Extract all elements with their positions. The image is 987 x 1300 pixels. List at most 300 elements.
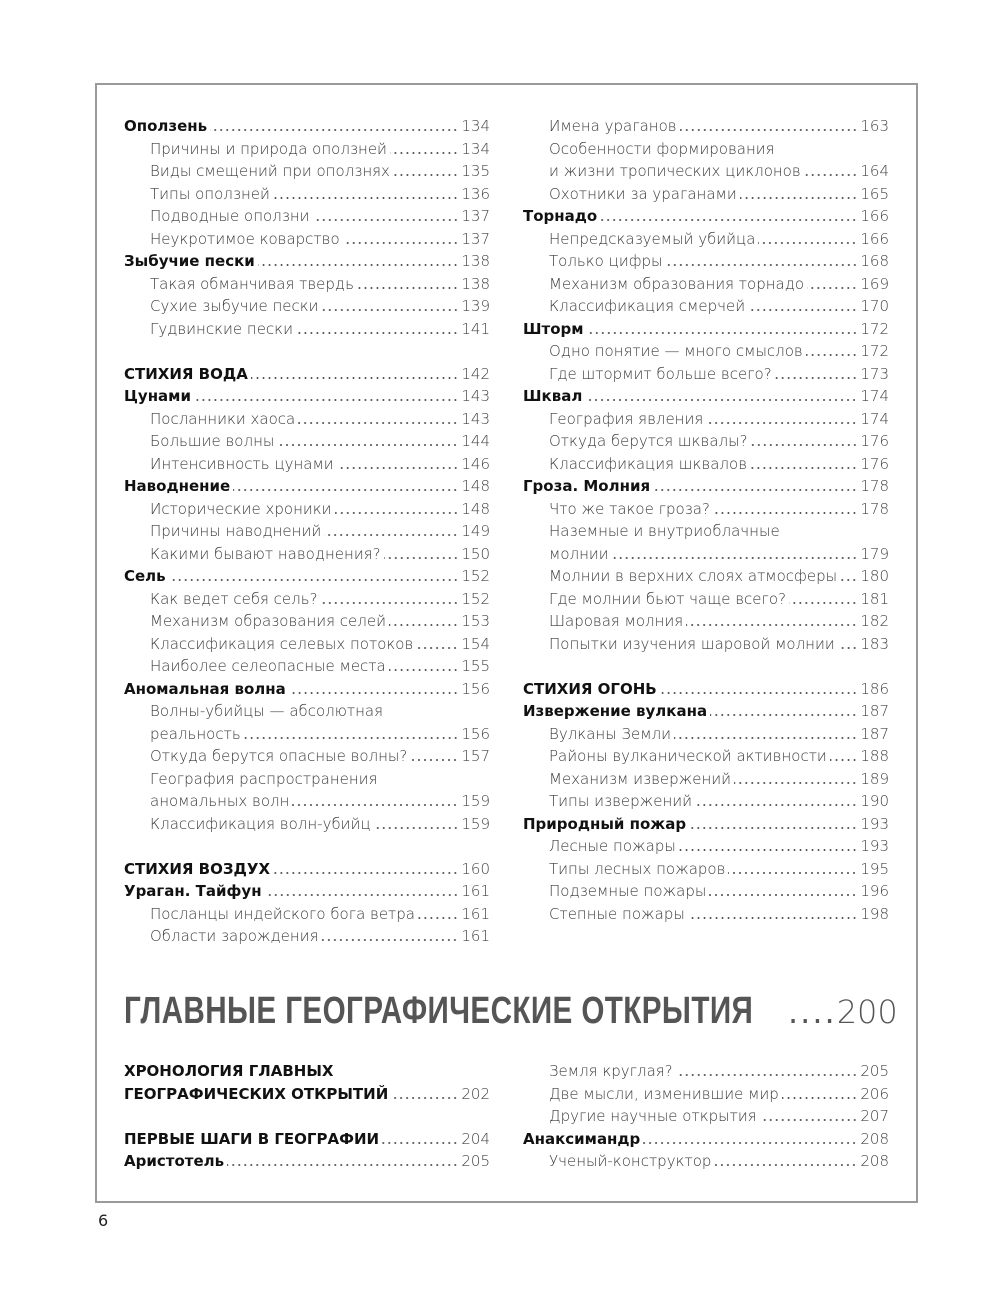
entry-page: 156 xyxy=(461,724,490,743)
toc-entry[interactable] xyxy=(523,813,889,836)
entry-page: 176 xyxy=(860,432,889,450)
dot-leader xyxy=(296,332,458,334)
toc-entry[interactable] xyxy=(523,160,889,183)
toc-entry[interactable] xyxy=(523,228,889,251)
entry-title: Гроза. Молния xyxy=(523,477,651,495)
entry-title: Только цифры xyxy=(549,252,663,270)
dot-leader xyxy=(418,917,458,919)
dot-leader xyxy=(273,872,458,874)
dot-leader xyxy=(653,489,857,491)
entry-title: Извержение вулкана xyxy=(523,702,708,720)
entry-page: 180 xyxy=(860,567,889,585)
dot-leader xyxy=(751,444,858,446)
dot-leader xyxy=(679,849,858,851)
toc-entry[interactable] xyxy=(523,1150,889,1173)
page-number: 6 xyxy=(98,1211,109,1230)
toc-entry[interactable] xyxy=(523,183,889,206)
dot-leader xyxy=(643,1142,857,1144)
dot-leader xyxy=(760,1119,858,1121)
entry-title: Интенсивность цунами xyxy=(150,454,334,473)
dot-leader xyxy=(686,624,857,626)
toc-entry[interactable] xyxy=(124,610,490,633)
dot-leader xyxy=(734,782,857,784)
entry-title: СТИХИЯ ВОЗДУХ xyxy=(124,859,271,878)
dot-leader xyxy=(804,174,858,176)
dot-leader xyxy=(713,512,857,514)
toc-entry[interactable] xyxy=(124,295,490,318)
entry-page: 181 xyxy=(860,589,889,608)
entry-page: 168 xyxy=(860,252,889,270)
dot-leader xyxy=(227,1164,458,1166)
toc-entry[interactable] xyxy=(523,880,889,903)
toc-entry[interactable] xyxy=(124,565,490,588)
entry-page: 161 xyxy=(461,882,490,900)
dot-leader xyxy=(343,242,459,244)
entry-title: Особенности формирования xyxy=(549,139,775,158)
dot-leader xyxy=(391,1097,458,1099)
dot-leader xyxy=(660,692,858,694)
toc-entry[interactable] xyxy=(523,520,889,543)
entry-page: 142 xyxy=(461,364,490,383)
dot-leader xyxy=(357,287,458,289)
dot-leader xyxy=(680,129,858,131)
entry-title: ХРОНОЛОГИЯ ГЛАВНЫХ xyxy=(124,1062,334,1080)
entry-title: Вулканы Земли xyxy=(549,724,671,743)
dot-leader xyxy=(689,827,857,829)
dot-leader xyxy=(265,894,459,896)
entry-page: 139 xyxy=(461,297,490,315)
entry-title: Причины наводнений xyxy=(150,522,322,540)
entry-page: 183 xyxy=(860,634,889,653)
entry-page: 134 xyxy=(461,117,490,135)
dot-leader xyxy=(298,422,458,424)
entry-title: Что же такое гроза? xyxy=(549,499,710,518)
dot-leader xyxy=(389,669,459,671)
entry-title: Наиболее селеопасные места xyxy=(150,657,386,675)
entry-page: 178 xyxy=(860,477,889,495)
toc-entry[interactable] xyxy=(124,678,490,701)
entry-page: 187 xyxy=(860,702,889,720)
entry-page: 208 xyxy=(860,1129,889,1148)
entry-page: 159 xyxy=(461,792,490,810)
entry-title: Одно понятие — много смыслов xyxy=(549,342,803,360)
entry-page: 174 xyxy=(860,387,889,405)
dot-leader xyxy=(337,467,459,469)
toc-entry[interactable] xyxy=(523,1128,889,1151)
dot-leader xyxy=(789,602,857,604)
entry-title: Типы оползней xyxy=(150,184,270,203)
entry-title: Причины и природа оползней xyxy=(150,139,387,158)
toc-entry[interactable] xyxy=(124,768,490,791)
entry-title: Откуда берутся шквалы? xyxy=(549,432,748,450)
toc-entry[interactable] xyxy=(124,1083,490,1106)
entry-title: и жизни тропических циклонов xyxy=(549,162,801,180)
entry-title: Непредсказуемый убийца xyxy=(549,229,756,248)
entry-title: Где штормит больше всего? xyxy=(549,364,772,383)
entry-page: 189 xyxy=(860,769,889,788)
entry-title: Области зарождения xyxy=(150,927,319,945)
dot-leader xyxy=(233,489,458,491)
entry-page: 161 xyxy=(461,927,490,945)
dot-leader xyxy=(321,602,459,604)
entry-page: 143 xyxy=(461,409,490,428)
spacer xyxy=(124,1105,490,1128)
entry-page: 182 xyxy=(860,612,889,630)
toc-entry[interactable] xyxy=(124,858,490,881)
toc-entry[interactable] xyxy=(523,498,889,521)
entry-page: 208 xyxy=(860,1152,889,1170)
entry-title: Какими бывают наводнения? xyxy=(150,544,381,563)
entry-title: Шаровая молния xyxy=(549,612,684,630)
toc-entry[interactable] xyxy=(523,790,889,813)
entry-page: 150 xyxy=(461,544,490,563)
entry-page: 195 xyxy=(860,859,889,878)
dot-leader xyxy=(714,1164,857,1166)
entry-title: Районы вулканической активности xyxy=(549,747,827,765)
entry-page: 152 xyxy=(461,567,490,585)
toc-entry[interactable] xyxy=(523,1083,889,1106)
spacer xyxy=(124,340,490,363)
dot-leader xyxy=(587,332,858,334)
entry-page: 205 xyxy=(461,1152,490,1170)
entry-page: 166 xyxy=(860,207,889,225)
dot-leader xyxy=(750,467,857,469)
entry-page: 138 xyxy=(461,274,490,293)
dot-leader xyxy=(382,1142,458,1144)
entry-page: 204 xyxy=(461,1129,490,1148)
dot-leader xyxy=(322,309,459,311)
entry-page: 152 xyxy=(461,589,490,608)
toc-entry[interactable] xyxy=(523,385,889,408)
toc-entry[interactable] xyxy=(124,475,490,498)
entry-title: аномальных волн xyxy=(150,792,290,810)
dot-leader xyxy=(807,287,857,289)
toc-entry[interactable] xyxy=(523,1060,889,1083)
dot-leader xyxy=(748,309,857,311)
toc-entry[interactable] xyxy=(124,880,490,903)
dot-leader xyxy=(600,219,857,221)
dot-leader xyxy=(830,759,858,761)
entry-page: 144 xyxy=(461,432,490,450)
section-page: 200 xyxy=(836,993,898,1031)
dot-leader xyxy=(775,377,858,379)
entry-page: 169 xyxy=(860,274,889,293)
entry-page: 154 xyxy=(461,634,490,653)
entry-title: Две мысли, изменившие мир xyxy=(549,1084,779,1103)
dot-leader xyxy=(758,242,857,244)
dot-leader xyxy=(782,1097,858,1099)
dot-leader xyxy=(273,197,458,199)
dot-leader xyxy=(416,647,458,649)
dot-leader xyxy=(194,399,458,401)
entry-title: Зыбучие пески xyxy=(124,252,255,270)
toc-entry[interactable] xyxy=(124,115,490,138)
entry-page: 163 xyxy=(860,117,889,135)
toc-entry[interactable] xyxy=(124,745,490,768)
entry-title: Цунами xyxy=(124,387,191,405)
dot-leader xyxy=(384,557,459,559)
toc-entry[interactable] xyxy=(124,205,490,228)
entry-title: СТИХИЯ ОГОНЬ xyxy=(523,679,657,698)
dot-leader xyxy=(169,579,459,581)
dot-leader xyxy=(251,377,459,379)
dot-leader xyxy=(410,759,458,761)
spacer xyxy=(523,655,889,678)
toc-entry[interactable] xyxy=(523,273,889,296)
section-leader: .... xyxy=(788,993,837,1031)
entry-title: Аристотель xyxy=(124,1152,225,1170)
dot-leader xyxy=(244,737,459,739)
dot-leader xyxy=(612,557,858,559)
toc-entry[interactable] xyxy=(124,318,490,341)
entry-title: Анаксимандр xyxy=(523,1129,641,1148)
entry-title: Аномальная волна xyxy=(124,679,286,698)
entry-page: 156 xyxy=(461,679,490,698)
toc-entry[interactable] xyxy=(124,633,490,656)
toc-entry[interactable] xyxy=(124,903,490,926)
toc-entry[interactable] xyxy=(124,273,490,296)
entry-title: Посланцы индейского бога ветра xyxy=(150,904,415,923)
entry-title: Механизм образования селей xyxy=(150,612,386,630)
toc-entry[interactable] xyxy=(523,340,889,363)
toc-column-left xyxy=(124,115,490,948)
entry-page: 198 xyxy=(860,904,889,923)
toc-entry[interactable] xyxy=(523,768,889,791)
entry-page: 157 xyxy=(461,747,490,765)
dot-leader xyxy=(210,129,458,131)
dot-leader xyxy=(321,939,458,941)
entry-page: 172 xyxy=(860,319,889,338)
toc-entry[interactable] xyxy=(523,205,889,228)
toc-entry[interactable] xyxy=(523,700,889,723)
entry-title: Другие научные открытия xyxy=(549,1107,757,1125)
entry-page: 202 xyxy=(461,1084,490,1103)
dot-leader xyxy=(289,692,459,694)
toc-entry[interactable] xyxy=(523,250,889,273)
toc-entry[interactable] xyxy=(124,1150,490,1173)
dot-leader xyxy=(292,804,458,806)
entry-title: Имена ураганов xyxy=(549,117,677,135)
entry-title: Сухие зыбучие пески xyxy=(150,297,319,315)
toc-entry[interactable] xyxy=(523,588,889,611)
spacer xyxy=(124,835,490,858)
entry-title: География явления xyxy=(549,409,704,428)
entry-title: Наземные и внутриоблачные xyxy=(549,522,780,540)
toc-entry[interactable] xyxy=(523,745,889,768)
entry-page: 148 xyxy=(461,499,490,518)
entry-title: Ураган. Тайфун xyxy=(124,882,262,900)
dot-leader xyxy=(688,917,858,919)
entry-page: 205 xyxy=(860,1062,889,1080)
entry-page: 174 xyxy=(860,409,889,428)
toc-entry[interactable] xyxy=(124,700,490,723)
toc-entry[interactable] xyxy=(124,1060,490,1083)
toc-entry[interactable] xyxy=(124,183,490,206)
entry-page: 187 xyxy=(860,724,889,743)
entry-title: Откуда берутся опасные волны? xyxy=(150,747,408,765)
dot-leader xyxy=(277,444,458,446)
entry-title: Торнадо xyxy=(523,207,598,225)
entry-page: 153 xyxy=(461,612,490,630)
toc-entry[interactable] xyxy=(124,363,490,386)
dot-leader xyxy=(390,152,458,154)
toc-entry[interactable] xyxy=(124,408,490,431)
toc-entry[interactable] xyxy=(523,858,889,881)
entry-page: 206 xyxy=(860,1084,889,1103)
dot-leader xyxy=(335,512,459,514)
dot-leader xyxy=(374,827,459,829)
toc-entry[interactable] xyxy=(523,1105,889,1128)
toc-entry[interactable] xyxy=(523,723,889,746)
entry-title: Типы извержений xyxy=(549,792,693,810)
entry-title: Земля круглая? xyxy=(549,1062,673,1080)
dot-leader xyxy=(710,714,857,716)
toc-bottom-left xyxy=(124,1060,490,1173)
toc-entry[interactable] xyxy=(124,160,490,183)
dot-leader xyxy=(313,219,459,221)
toc-entry[interactable] xyxy=(523,475,889,498)
dot-leader xyxy=(389,624,458,626)
entry-page: 161 xyxy=(461,904,490,923)
dot-leader xyxy=(674,737,857,739)
dot-leader xyxy=(838,647,858,649)
entry-title: Попытки изучения шаровой молнии xyxy=(549,634,835,653)
entry-page: 172 xyxy=(860,342,889,360)
entry-title: Механизм образования торнадо xyxy=(549,274,805,293)
entry-title: Классификация волн-убийц xyxy=(150,814,371,833)
toc-entry[interactable] xyxy=(124,723,490,746)
entry-title: Наводнение xyxy=(124,477,231,495)
entry-title: ГЕОГРАФИЧЕСКИХ ОТКРЫТИЙ xyxy=(124,1084,389,1103)
entry-title: Подземные пожары xyxy=(549,882,707,900)
toc-entry[interactable] xyxy=(523,610,889,633)
entry-page: 136 xyxy=(461,184,490,203)
entry-page: 170 xyxy=(860,297,889,315)
entry-title: Волны-убийцы — абсолютная xyxy=(150,702,383,720)
toc-entry[interactable] xyxy=(124,498,490,521)
toc-entry[interactable] xyxy=(523,565,889,588)
entry-page: 137 xyxy=(461,229,490,248)
toc-entry[interactable] xyxy=(124,250,490,273)
toc-entry[interactable] xyxy=(124,588,490,611)
entry-page: 159 xyxy=(461,814,490,833)
entry-title: Классификация селевых потоков xyxy=(150,634,414,653)
toc-entry[interactable] xyxy=(124,790,490,813)
dot-leader xyxy=(728,872,857,874)
entry-title: Молнии в верхних слоях атмосферы xyxy=(549,567,838,585)
toc-entry[interactable] xyxy=(523,115,889,138)
toc-entry[interactable] xyxy=(523,295,889,318)
entry-page: 196 xyxy=(860,882,889,900)
toc-column-right xyxy=(523,115,889,925)
entry-page: 193 xyxy=(860,837,889,855)
toc-bottom-right xyxy=(523,1060,889,1173)
toc-entry[interactable] xyxy=(124,138,490,161)
entry-page: 193 xyxy=(860,814,889,833)
toc-entry[interactable] xyxy=(523,835,889,858)
entry-title: Исторические хроники xyxy=(150,499,332,518)
entry-title: Как ведет себя сель? xyxy=(150,589,318,608)
entry-title: Оползень xyxy=(124,117,208,135)
dot-leader xyxy=(740,197,858,199)
toc-entry[interactable] xyxy=(523,138,889,161)
toc-entry[interactable] xyxy=(523,903,889,926)
dot-leader xyxy=(676,1074,858,1076)
dot-leader xyxy=(840,579,857,581)
entry-title: Охотники за ураганами xyxy=(549,184,737,203)
toc-entry[interactable] xyxy=(124,655,490,678)
toc-entry[interactable] xyxy=(124,228,490,251)
entry-title: Шквал xyxy=(523,387,583,405)
entry-title: Типы лесных пожаров xyxy=(549,859,726,878)
toc-entry[interactable] xyxy=(523,430,889,453)
entry-title: Степные пожары xyxy=(549,904,685,923)
toc-entry[interactable] xyxy=(523,543,889,566)
entry-page: 166 xyxy=(860,229,889,248)
toc-entry[interactable] xyxy=(124,925,490,948)
toc-entry[interactable] xyxy=(124,520,490,543)
entry-title: Гудвинские пески xyxy=(150,319,293,338)
dot-leader xyxy=(695,804,857,806)
toc-entry[interactable] xyxy=(124,543,490,566)
entry-title: Механизм извержений xyxy=(549,769,732,788)
entry-title: Виды смещений при оползнях xyxy=(150,162,390,180)
entry-title: Подводные оползни xyxy=(150,207,310,225)
toc-entry[interactable] xyxy=(124,385,490,408)
entry-page: 135 xyxy=(461,162,490,180)
dot-leader xyxy=(324,534,458,536)
toc-entry[interactable] xyxy=(523,318,889,341)
entry-title: Природный пожар xyxy=(523,814,687,833)
entry-title: Такая обманчивая твердь xyxy=(150,274,354,293)
entry-title: молнии xyxy=(549,544,609,563)
entry-page: 188 xyxy=(860,747,889,765)
toc-entry[interactable] xyxy=(124,453,490,476)
toc-entry[interactable] xyxy=(124,813,490,836)
toc-entry[interactable] xyxy=(124,430,490,453)
entry-page: 134 xyxy=(461,139,490,158)
entry-title: Где молнии бьют чаще всего? xyxy=(549,589,787,608)
entry-page: 207 xyxy=(860,1107,889,1125)
entry-title: Большие волны xyxy=(150,432,275,450)
dot-leader xyxy=(709,894,857,896)
entry-title: Классификация шквалов xyxy=(549,454,747,473)
toc-entry[interactable] xyxy=(523,363,889,386)
dot-leader xyxy=(585,399,857,401)
toc-entry[interactable] xyxy=(523,408,889,431)
dot-leader xyxy=(706,422,857,424)
entry-page: 146 xyxy=(461,454,490,473)
entry-page: 149 xyxy=(461,522,490,540)
section-heading xyxy=(124,990,898,1033)
toc-entry[interactable] xyxy=(523,633,889,656)
toc-entry[interactable] xyxy=(523,453,889,476)
entry-page: 138 xyxy=(461,252,490,270)
entry-page: 160 xyxy=(461,859,490,878)
entry-page: 178 xyxy=(860,499,889,518)
entry-title: СТИХИЯ ВОДА xyxy=(124,364,248,383)
entry-page: 186 xyxy=(860,679,889,698)
entry-page: 179 xyxy=(860,544,889,563)
entry-page: 190 xyxy=(860,792,889,810)
entry-page: 165 xyxy=(860,184,889,203)
toc-entry[interactable] xyxy=(523,678,889,701)
section-title: ГЛАВНЫЕ ГЕОГРАФИЧЕСКИЕ ОТКРЫТИЯ xyxy=(124,990,754,1032)
toc-entry[interactable] xyxy=(124,1128,490,1151)
entry-title: реальность xyxy=(150,724,241,743)
entry-page: 137 xyxy=(461,207,490,225)
dot-leader xyxy=(806,354,858,356)
